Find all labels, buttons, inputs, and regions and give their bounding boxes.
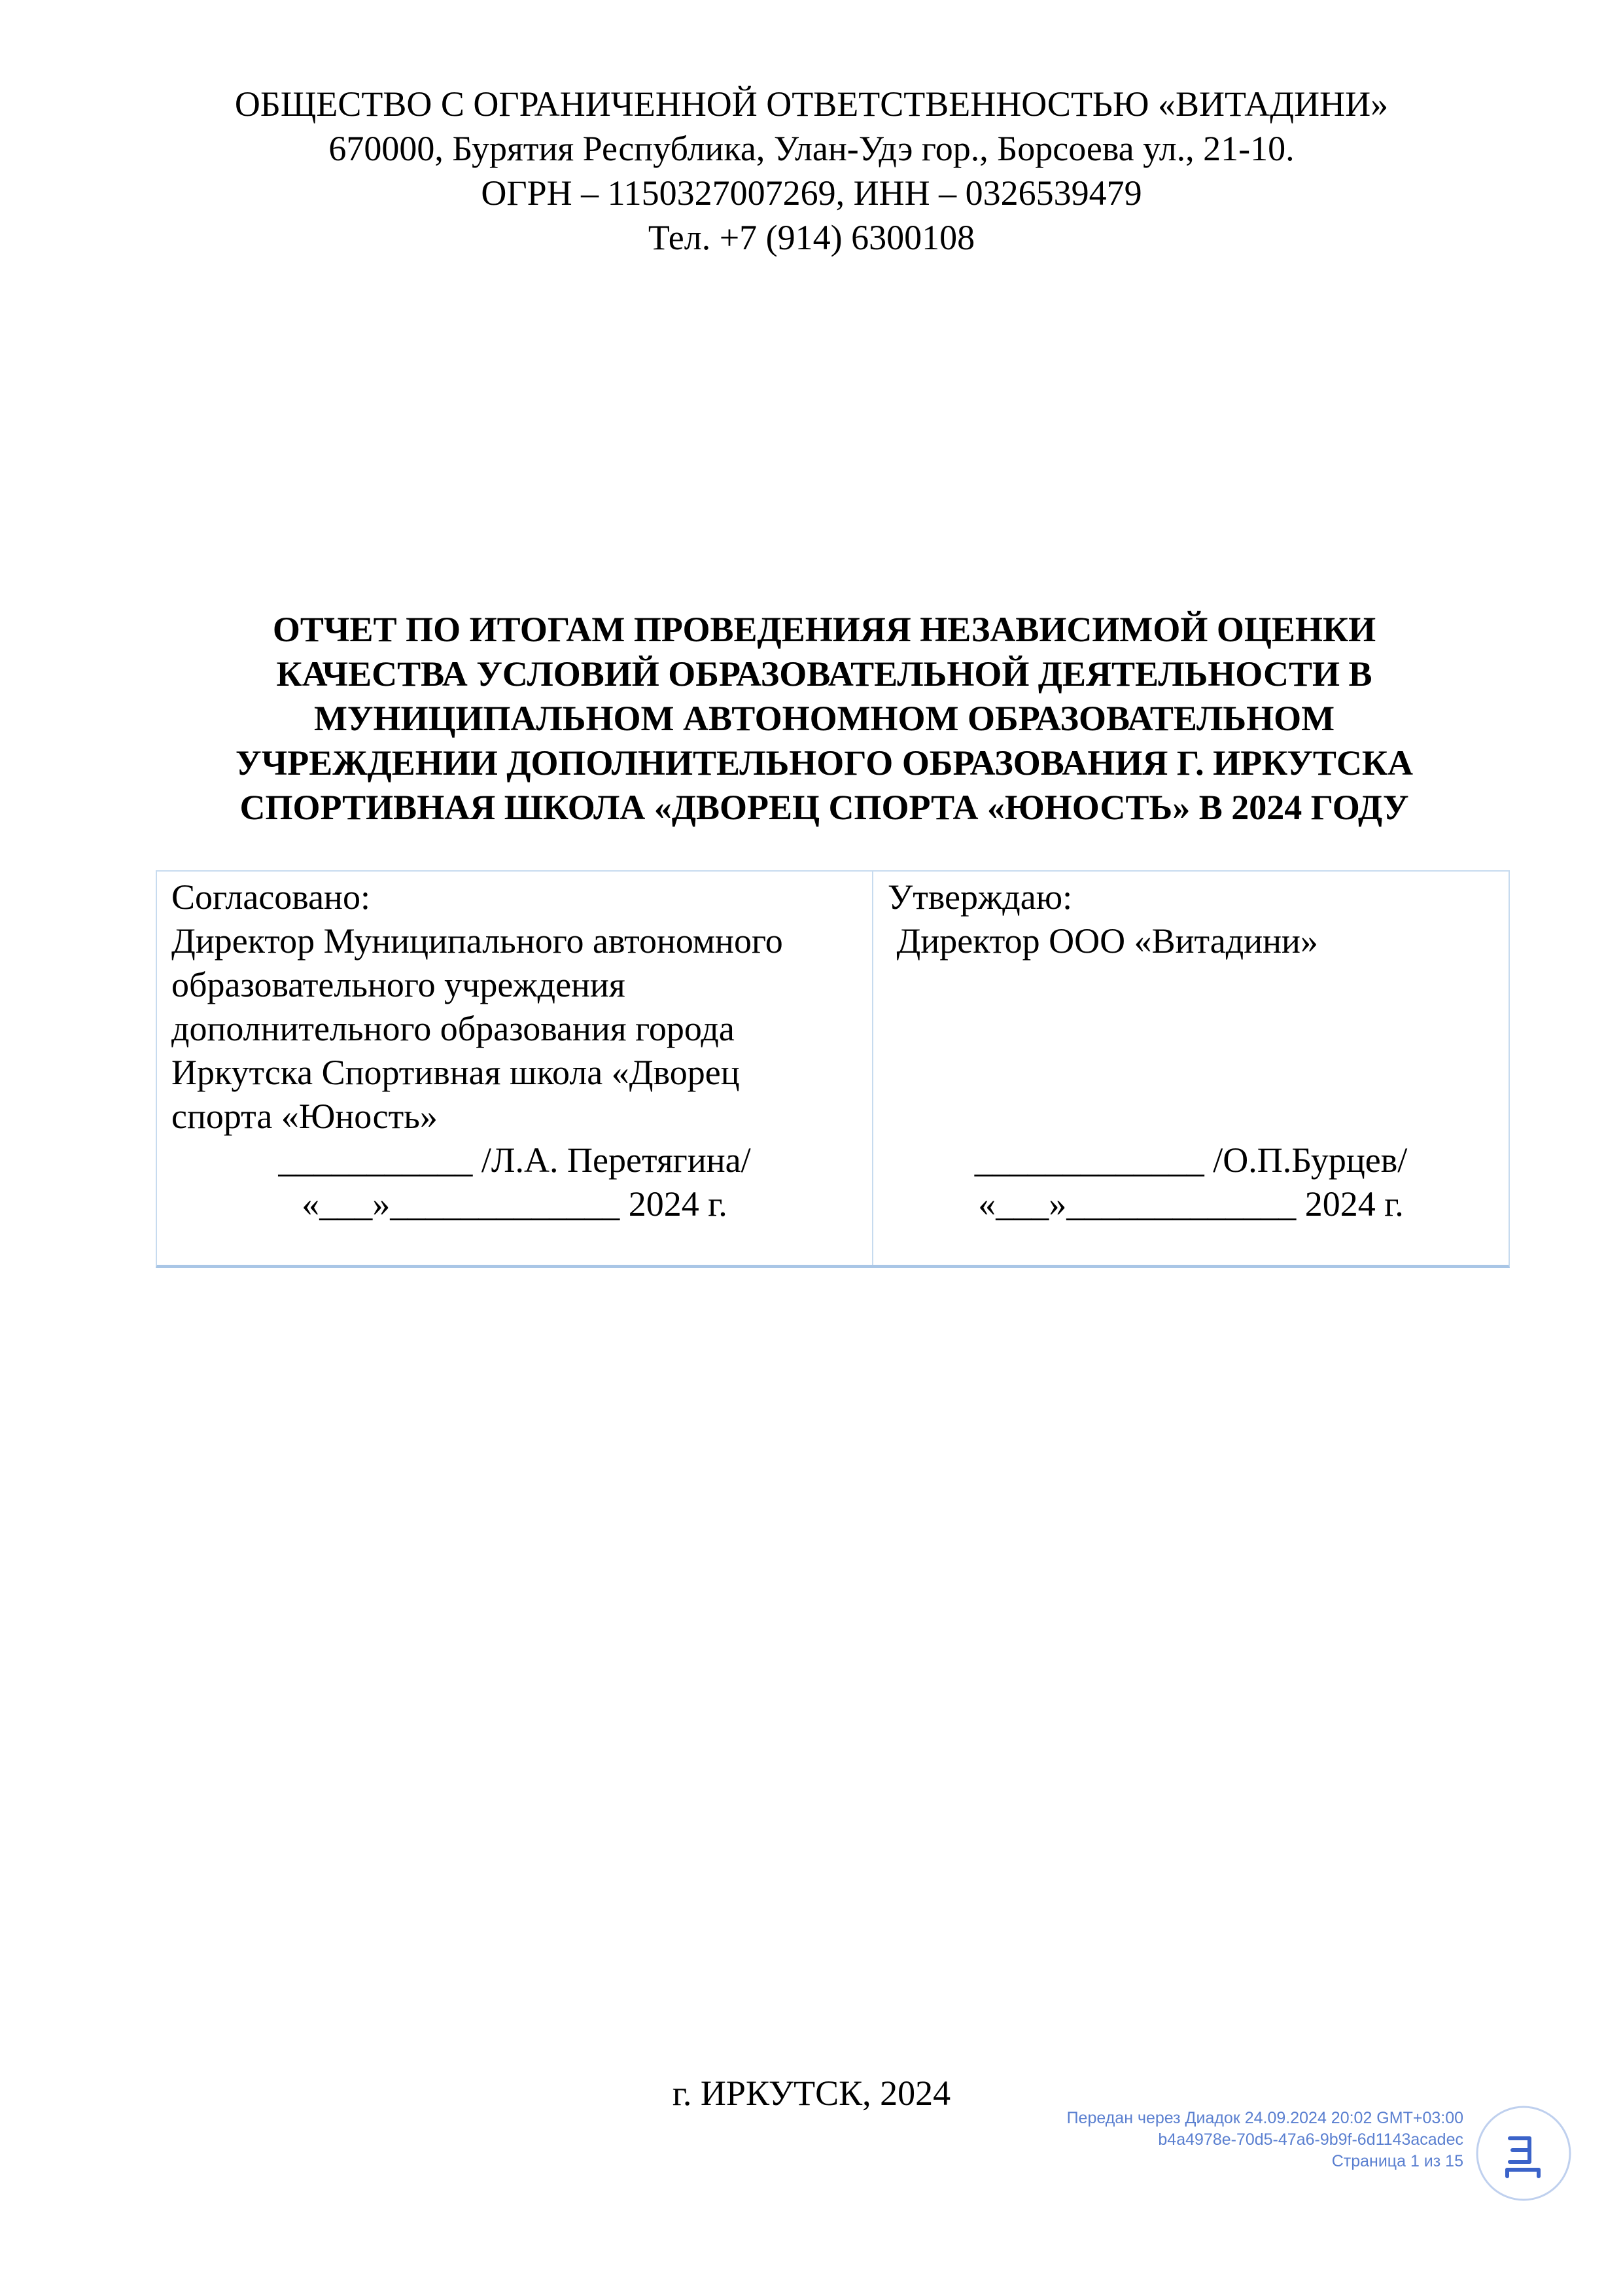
agreed-position: дополнительного образования города <box>171 1009 735 1048</box>
org-phone: Тел. +7 (914) 6300108 <box>648 218 975 257</box>
org-name: ОБЩЕСТВО С ОГРАНИЧЕННОЙ ОТВЕТСТВЕННОСТЬЮ «ВИТАДИНИ» <box>234 84 1389 124</box>
approved-cell <box>873 872 1509 1265</box>
report-title-line: КАЧЕСТВА УСЛОВИЙ ОБРАЗОВАТЕЛЬНОЙ ДЕЯТЕЛЬНОСТИ В <box>276 654 1372 694</box>
report-title <box>131 607 1518 830</box>
org-registration: ОГРН – 1150327007269, ИНН – 0326539479 <box>481 173 1142 213</box>
approval-table <box>156 870 1510 1268</box>
report-title-line: УЧРЕЖДЕНИИ ДОПОЛНИТЕЛЬНОГО ОБРАЗОВАНИЯ Г. ИРКУТСКА <box>235 743 1413 783</box>
diadoc-stamp <box>1067 2108 1463 2172</box>
stamp-document-id: b4a4978e-70d5-47a6-9b9f-6d1143acadec <box>1158 2130 1463 2149</box>
agreed-cell <box>157 872 873 1265</box>
agreed-position: Директор Муниципального автономного <box>171 921 783 961</box>
city-year: г. ИРКУТСК, 2024 <box>672 2074 951 2113</box>
agreed-position: Иркутска Спортивная школа «Дворец <box>171 1053 740 1092</box>
approved-date: «___»_____________ 2024 г. <box>978 1184 1404 1224</box>
organization-header <box>0 82 1623 260</box>
agreed-position: спорта «Юность» <box>171 1097 438 1136</box>
stamp-transfer-info: Передан через Диадок 24.09.2024 20:02 GMT+03:00 <box>1066 2109 1463 2127</box>
approved-signature: _____________ /О.П.Бурцев/ <box>974 1140 1408 1180</box>
approved-position: Директор ООО «Витадини» <box>888 921 1318 961</box>
report-title-line: ОТЧЕТ ПО ИТОГАМ ПРОВЕДЕНИЯЯ НЕЗАВИСИМОЙ ОЦЕНКИ <box>272 610 1376 649</box>
agreed-signature: ___________ /Л.А. Перетягина/ <box>278 1140 751 1180</box>
org-address: 670000, Бурятия Республика, Улан-Удэ гор., Борсоева ул., 21-10. <box>328 129 1295 168</box>
agreed-position: образовательного учреждения <box>171 965 625 1004</box>
agreed-date: «___»_____________ 2024 г. <box>302 1184 727 1224</box>
diadoc-logo-icon <box>1475 2104 1573 2202</box>
report-title-line: МУНИЦИПАЛЬНОМ АВТОНОМНОМ ОБРАЗОВАТЕЛЬНОМ <box>313 699 1335 738</box>
approved-heading: Утверждаю: <box>888 877 1073 917</box>
approved-signature-block <box>873 1139 1509 1226</box>
report-title-line: СПОРТИВНАЯ ШКОЛА «ДВОРЕЦ СПОРТА «ЮНОСТЬ» В 2024 ГОДУ <box>239 788 1409 827</box>
stamp-page-number: Страница 1 из 15 <box>1331 2152 1463 2170</box>
agreed-signature-block <box>157 1139 872 1226</box>
agreed-heading: Согласовано: <box>171 877 370 917</box>
